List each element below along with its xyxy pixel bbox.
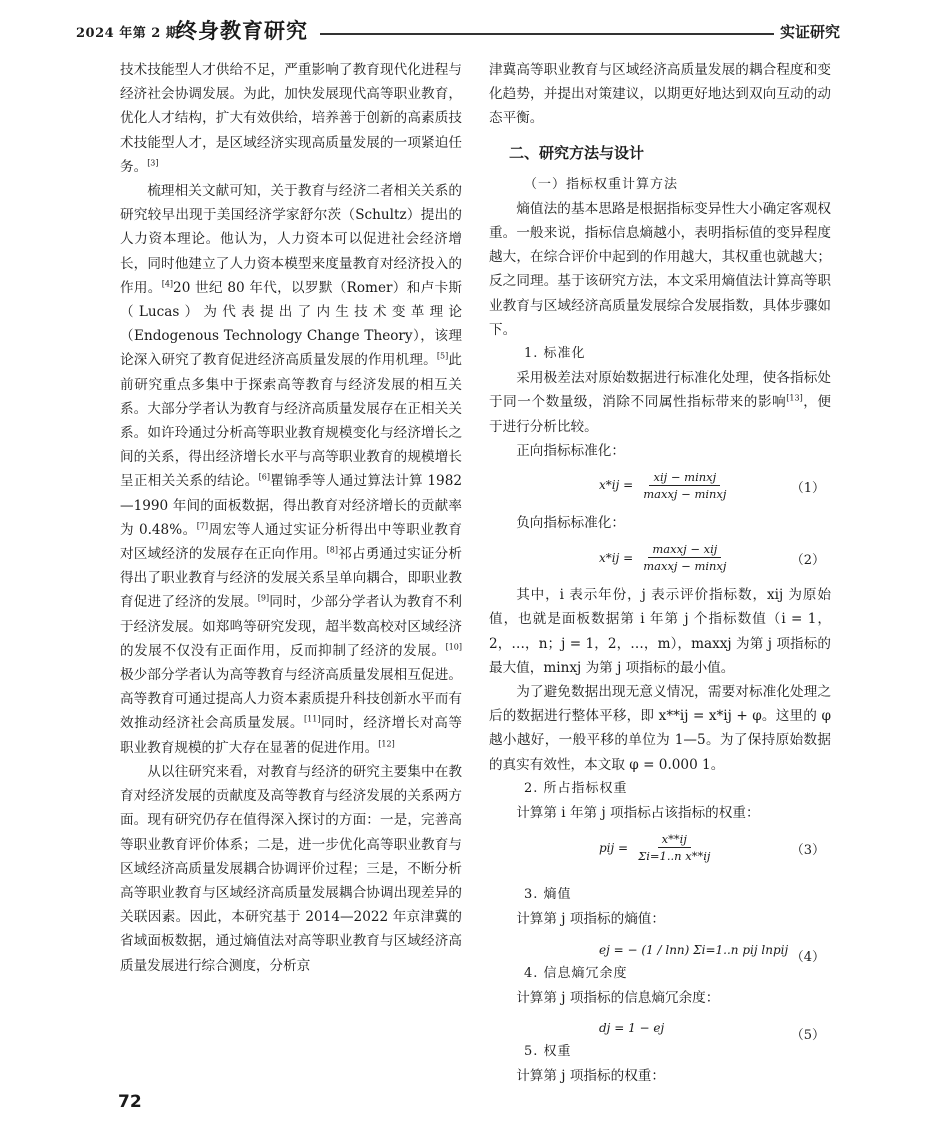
paragraph: 从以往研究来看，对教育与经济的研究主要集中在教育对经济发展的贡献度及高等教育与经济发展的关系两方面。现有研究仍存在值得深入探讨的方面：一是，完善高等职业教育评价体系；二是，进一步优化高等职业教育与区域经济高质量发展耦合协调评价过程；三是，不断分析高等职业教育与区域经济高质量发展耦合协调出现差异的关联因素。因此，本研究基于 2014—2022 年京津冀的省域面板数据，通过熵值法对高等职业教育与区域经济高质量发展进行综合测度，分析京 bbox=[120, 763, 462, 974]
paragraph: 计算第 j 项指标的信息熵冗余度： bbox=[516, 989, 720, 1006]
formula-1: x*ij = $\frac{\text{xij − minxj}}{\text{maxxj − minxj}}$ （1） bbox=[599, 470, 825, 502]
equation-number: （3） bbox=[790, 843, 825, 859]
paragraph: 为了避免数据出现无意义情况，需要对标准化处理之后的数据进行整体平移，即 x**ij = x*ij + φ。这里的 φ 越小越好，一般平移的单位为 1—5。为了保持原始数据的真实有效性，本文取 φ = 0.000 1。 bbox=[489, 684, 831, 773]
page-number: 72 bbox=[118, 1092, 142, 1112]
citation[interactable]: [9] bbox=[257, 593, 270, 603]
journal-title: 终身教育研究 bbox=[176, 19, 308, 43]
paragraph: 其中，i 表示年份，j 表示评价指标数，xij 为原始值，也就是面板数据第 i 年第 j 个指标数值（i = 1，2，…，n；j = 1，2，…，m），maxxj 为第 j 项指标的最大值，minxj 为第 j 项指标的最小值。 bbox=[489, 587, 831, 676]
formula-2: x*ij = $\frac{\text{maxxj − xij}}{\text{maxxj − minxj}}$ （2） bbox=[599, 542, 825, 574]
step-heading: 5. 权重 bbox=[524, 1044, 572, 1060]
page-header bbox=[0, 0, 950, 46]
citation[interactable]: [7] bbox=[196, 521, 209, 531]
subsection-heading: （一）指标权重计算方法 bbox=[524, 176, 679, 192]
step-heading: 4. 信息熵冗余度 bbox=[524, 965, 628, 981]
citation[interactable]: [10] bbox=[445, 642, 462, 652]
formula-5: dj = 1 − ej （5） bbox=[489, 1012, 831, 1038]
section-heading: 二、研究方法与设计 bbox=[509, 143, 645, 162]
issue-label: 2024 年第 2 期 bbox=[76, 26, 180, 41]
step-heading: 3. 熵值 bbox=[524, 887, 572, 903]
formula-3: pij = $\frac{x**ij}{\text{Σi=1..n x**ij}}$ （3） bbox=[599, 832, 825, 864]
header-rule bbox=[320, 33, 840, 35]
right-column bbox=[489, 58, 831, 1089]
paragraph: 计算第 i 年第 j 项指标占该指标的权重： bbox=[516, 805, 760, 822]
step-heading: 1. 标准化 bbox=[524, 346, 586, 362]
step-heading: 2. 所占指标权重 bbox=[524, 780, 628, 796]
equation-number: （5） bbox=[790, 1028, 825, 1044]
formula-label: 正向指标标准化： bbox=[516, 442, 625, 459]
equation-number: （2） bbox=[790, 553, 825, 569]
citation[interactable]: [5] bbox=[436, 351, 449, 361]
paragraph: 熵值法的基本思路是根据指标变异性大小确定客观权重。一般来说，指标信息熵越小，表明指标值的变异程度越大，在综合评价中起到的作用越大，其权重也就越大；反之同理。基于该研究方法，本文采用熵值法计算高等职业教育与区域经济高质量发展综合发展指数，具体步骤如下。 bbox=[489, 200, 831, 338]
citation[interactable]: [13] bbox=[786, 393, 803, 403]
citation[interactable]: [11] bbox=[304, 714, 321, 724]
formula-label: 负向指标标准化： bbox=[516, 515, 625, 532]
paragraph: 技术技能型人才供给不足，严重影响了教育现代化进程与经济社会协调发展。为此，加快发展现代高等职业教育，优化人才结构，扩大有效供给，培养善于创新的高素质技术技能型人才，是区域经济实现高质量发展的一项紧迫任务。[3] bbox=[120, 62, 462, 175]
left-column bbox=[120, 58, 462, 978]
citation[interactable]: [3] bbox=[147, 158, 159, 168]
paragraph: 计算第 j 项指标的熵值： bbox=[516, 911, 665, 928]
citation[interactable]: [6] bbox=[258, 472, 271, 482]
paragraph: 采用极差法对原始数据进行标准化处理，使各指标处于同一个数量级，消除不同属性指标带来的影响[13]，便于进行分析比较。 bbox=[489, 370, 831, 435]
formula-4: ej = − (1 / lnn) Σi=1..n pij lnpij （4） bbox=[489, 934, 831, 960]
equation-number: （4） bbox=[790, 949, 825, 965]
citation[interactable]: [8] bbox=[326, 545, 339, 555]
equation-number: （1） bbox=[790, 481, 825, 497]
paragraph: 计算第 j 项指标的权重： bbox=[516, 1068, 665, 1085]
citation[interactable]: [12] bbox=[378, 739, 395, 749]
paragraph: 梳理相关文献可知，关于教育与经济二者相关关系的研究较早出现于美国经济学家舒尔茨（Schultz）提出的人力资本理论。他认为，人力资本可以促进社会经济增长，同时他建立了人力资本模型来度量教育对经济投入的作用。[4]20 世纪 80 年代，以罗默（Romer）和卢卡斯（Lucas）为代表提出了内生技术变革理论（Endogenous Technology Change Theory），该理论深入研究了教育促进经济高质量发展的作用机理。[5]此前研究重点多集中于探索高等教育与经济发展的相互关系。大部分学者认为教育与经济高质量发展存在正相关关系。如许玲通过分析高等职业教育规模变化与经济增长之间的关系，得出经济增长水平与高等职业教育的规模增长呈正相关关系的结论。[6]瞿锦季等人通过算法计算 1982—1990 年间的面板数据，得出教育对经济增长的贡献率为 0.48%。[7]周宏等人通过实证分析得出中等职业教育对区域经济的发展存在正向作用。[8]祁占勇通过实证分析得出了职业教育与经济的发展关系呈单向耦合，即职业教育促进了经济的发展。[9]同时，少部分学者认为教育不利于经济发展。如郑鸣等研究发现，超半数高校对区域经济的发展不仅没有正面作用，反而抑制了经济的发展。[10]极少部分学者认为高等教育与经济高质量发展相互促进。高等教育可通过提高人力资本素质提升科技创新水平而有效推动经济社会高质量发展。[11]同时，经济增长对高等职业教育规模的扩大存在显著的促进作用。[12] bbox=[120, 183, 463, 756]
paragraph: 津冀高等职业教育与区域经济高质量发展的耦合程度和变化趋势，并提出对策建议，以期更好地达到双向互动的动态平衡。 bbox=[489, 62, 831, 127]
citation[interactable]: [4] bbox=[161, 279, 174, 289]
section-label: 实证研究 bbox=[774, 21, 840, 42]
